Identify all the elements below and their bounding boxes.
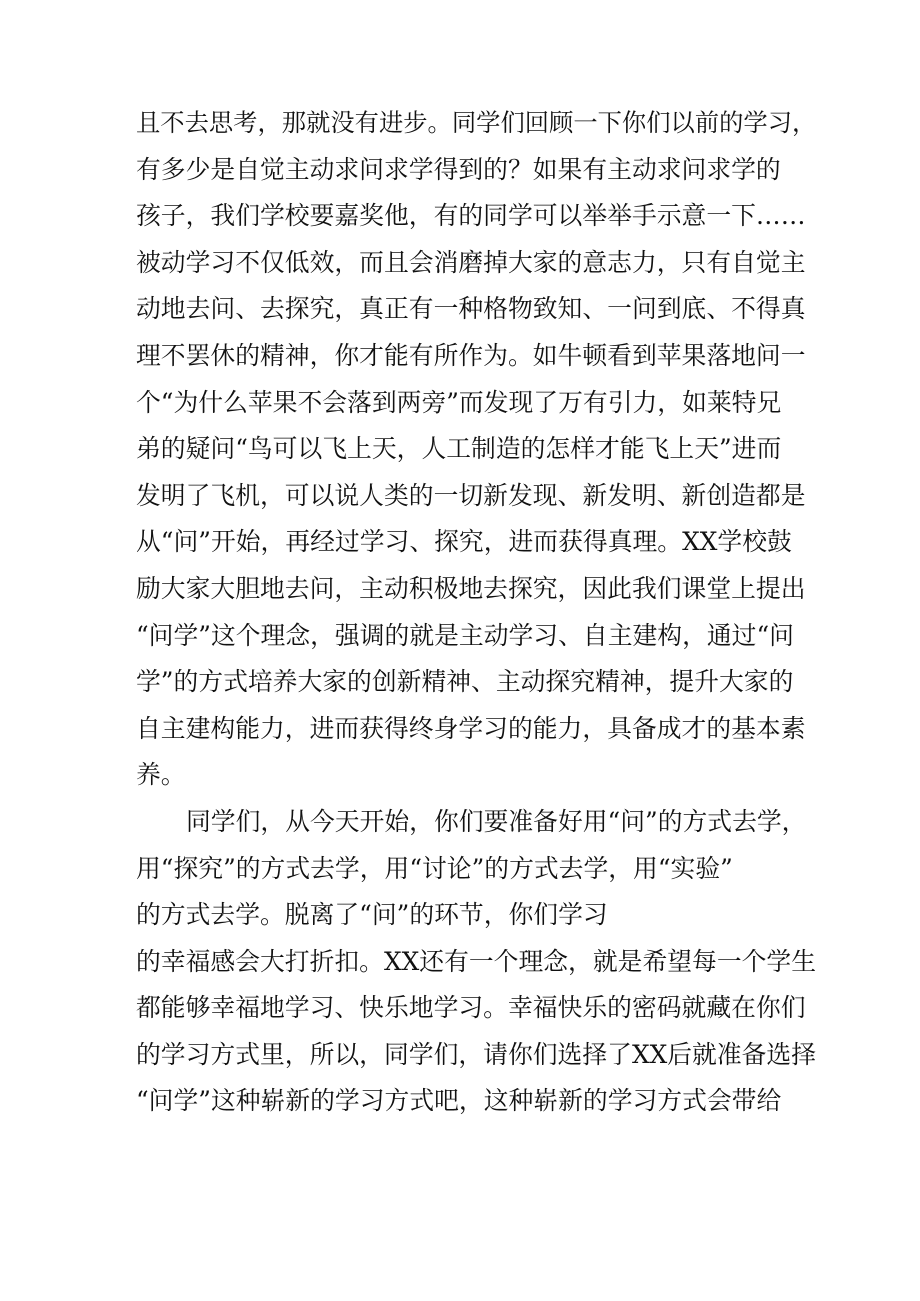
- text-line: 被动学习不仅低效，而且会消磨掉大家的意志力，只有自觉主: [136, 247, 806, 277]
- paragraph-first-line: 同学们，从今天开始，你们要准备好用“问”的方式去学，: [186, 806, 807, 836]
- text-line: 的学习方式里，所以，同学们，请你们选择了XX后就准备选择: [136, 1039, 817, 1069]
- text-line: 用“探究”的方式去学，用“讨论”的方式去学，用“实验”: [136, 853, 733, 883]
- text-line: 养。: [136, 760, 186, 790]
- text-line: 的方式去学。脱离了“问”的环节，你们学习: [136, 900, 608, 930]
- body-text: [136, 100, 816, 1125]
- text-line: 励大家大胆地去问，主动积极地去探究，因此我们课堂上提出: [136, 573, 806, 603]
- text-line: 有多少是自觉主动求问求学得到的？如果有主动求问求学的: [136, 154, 781, 184]
- text-line: 且不去思考，那就没有进步。同学们回顾一下你们以前的学习，: [136, 108, 817, 137]
- text-line: 从“问”开始，再经过学习、探究，进而获得真理。XX学校鼓: [136, 527, 792, 557]
- text-line: 弟的疑问“鸟可以飞上天，人工制造的怎样才能飞上天”进而: [136, 434, 782, 464]
- text-line: 理不罢休的精神，你才能有所作为。如牛顿看到苹果落地问一: [136, 340, 806, 370]
- text-line: 自主建构能力，进而获得终身学习的能力，具备成才的基本素: [136, 713, 806, 743]
- text-line: 的幸福感会大打折扣。XX还有一个理念，就是希望每一个学生: [136, 946, 817, 976]
- text-line: 动地去问、去探究，真正有一种格物致知、一问到底、不得真: [136, 294, 806, 324]
- text-line: 都能够幸福地学习、快乐地学习。幸福快乐的密码就藏在你们: [136, 993, 806, 1023]
- text-line: 孩子，我们学校要嘉奖他，有的同学可以举举手示意一下……: [136, 201, 806, 231]
- text-line: 学”的方式培养大家的创新精神、主动探究精神，提升大家的: [136, 667, 794, 697]
- text-line: 发明了飞机，可以说人类的一切新发现、新发明、新创造都是: [136, 480, 806, 510]
- text-line: “问学”这种崭新的学习方式吧，这种崭新的学习方式会带给: [136, 1086, 782, 1116]
- text-line: “问学”这个理念，强调的就是主动学习、自主建构，通过“问: [136, 620, 794, 650]
- text-line: 个“为什么苹果不会落到两旁”而发现了万有引力，如莱特兄: [136, 387, 782, 417]
